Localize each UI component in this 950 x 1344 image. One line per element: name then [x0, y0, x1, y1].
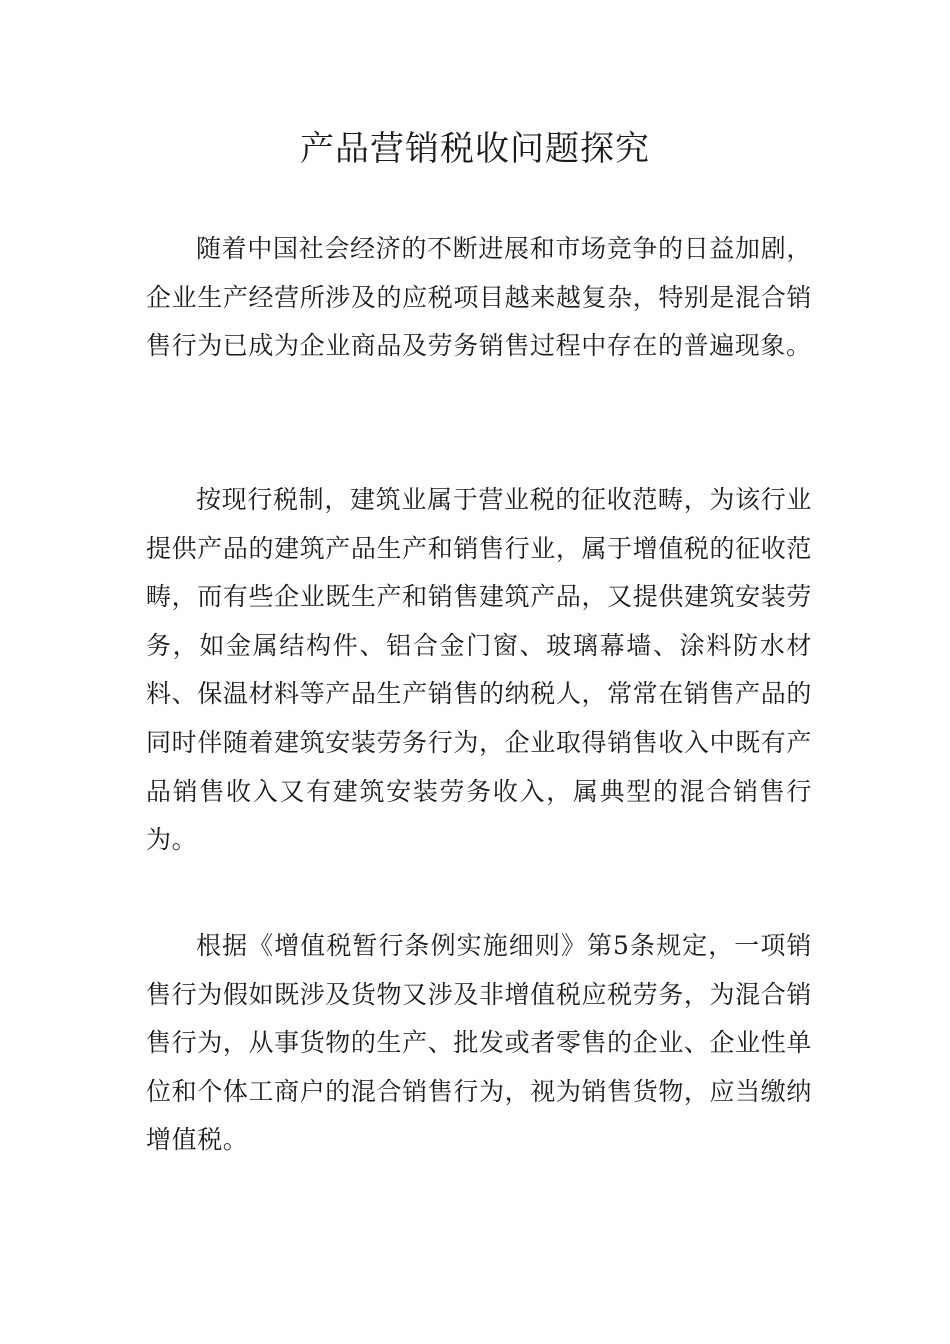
- paragraph-1: 随着中国社会经济的不断进展和市场竞争的日益加剧，企业生产经营所涉及的应税项目越来越复杂，特别是混合销售行为已成为企业商品及劳务销售过程中存在的普遍现象。: [146, 234, 812, 361]
- paragraph-3: 根据《增值税暂行条例实施细则》第5条规定，一项销售行为假如既涉及货物又涉及非增值税应税劳务，为混合销售行为，从事货物的生产、批发或者零售的企业、企业性单位和个体工商户的混合销售行为，视为销售货物，应当缴纳增值税。: [146, 931, 812, 1155]
- document-title: 产品营销税收问题探究: [300, 129, 650, 169]
- paragraph-2: 按现行税制，建筑业属于营业税的征收范畴，为该行业提供产品的建筑产品生产和销售行业，属于增值税的征收范畴，而有些企业既生产和销售建筑产品，又提供建筑安装劳务，如金属结构件、铝合金门窗、玻璃幕墙、涂料防水材料、保温材料等产品生产销售的纳税人，常常在销售产品的同时伴随着建筑安装劳务行为，企业取得销售收入中既有产品销售收入又有建筑安装劳务收入，属典型的混合销售行为。: [146, 485, 812, 855]
